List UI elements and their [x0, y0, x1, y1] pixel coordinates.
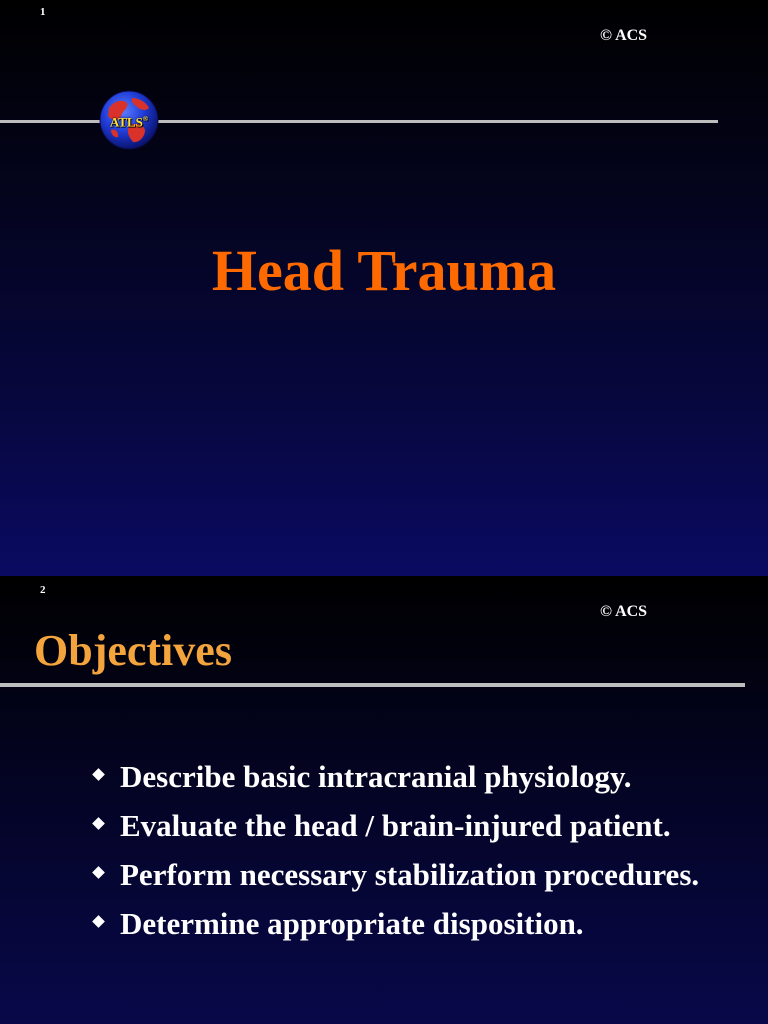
list-item [90, 805, 750, 847]
slide-2 [0, 576, 768, 1024]
copyright-label: © ACS [600, 27, 648, 44]
list-item [90, 756, 750, 798]
objectives-list [90, 756, 750, 952]
slide-title: Head Trauma [211, 238, 557, 303]
copyright-label: © ACS [600, 603, 648, 620]
slide-number: 1 [40, 6, 46, 18]
logo-text: ATLS® [109, 114, 149, 130]
bullet-text: Evaluate the head / brain-injured patient. [120, 808, 671, 843]
diamond-bullet-icon [92, 817, 105, 830]
header-rule [0, 683, 745, 687]
bullet-text: Determine appropriate disposition. [120, 906, 584, 941]
slide-title: Objectives [34, 626, 232, 675]
bullet-text: Perform necessary stabilization procedures. [120, 857, 700, 892]
atls-logo [99, 90, 159, 150]
diamond-bullet-icon [92, 768, 105, 781]
bullet-text: Describe basic intracranial physiology. [120, 759, 632, 794]
slide-number: 2 [40, 584, 46, 596]
diamond-bullet-icon [92, 866, 105, 879]
diamond-bullet-icon [92, 915, 105, 928]
list-item [90, 903, 750, 945]
list-item [90, 854, 750, 896]
